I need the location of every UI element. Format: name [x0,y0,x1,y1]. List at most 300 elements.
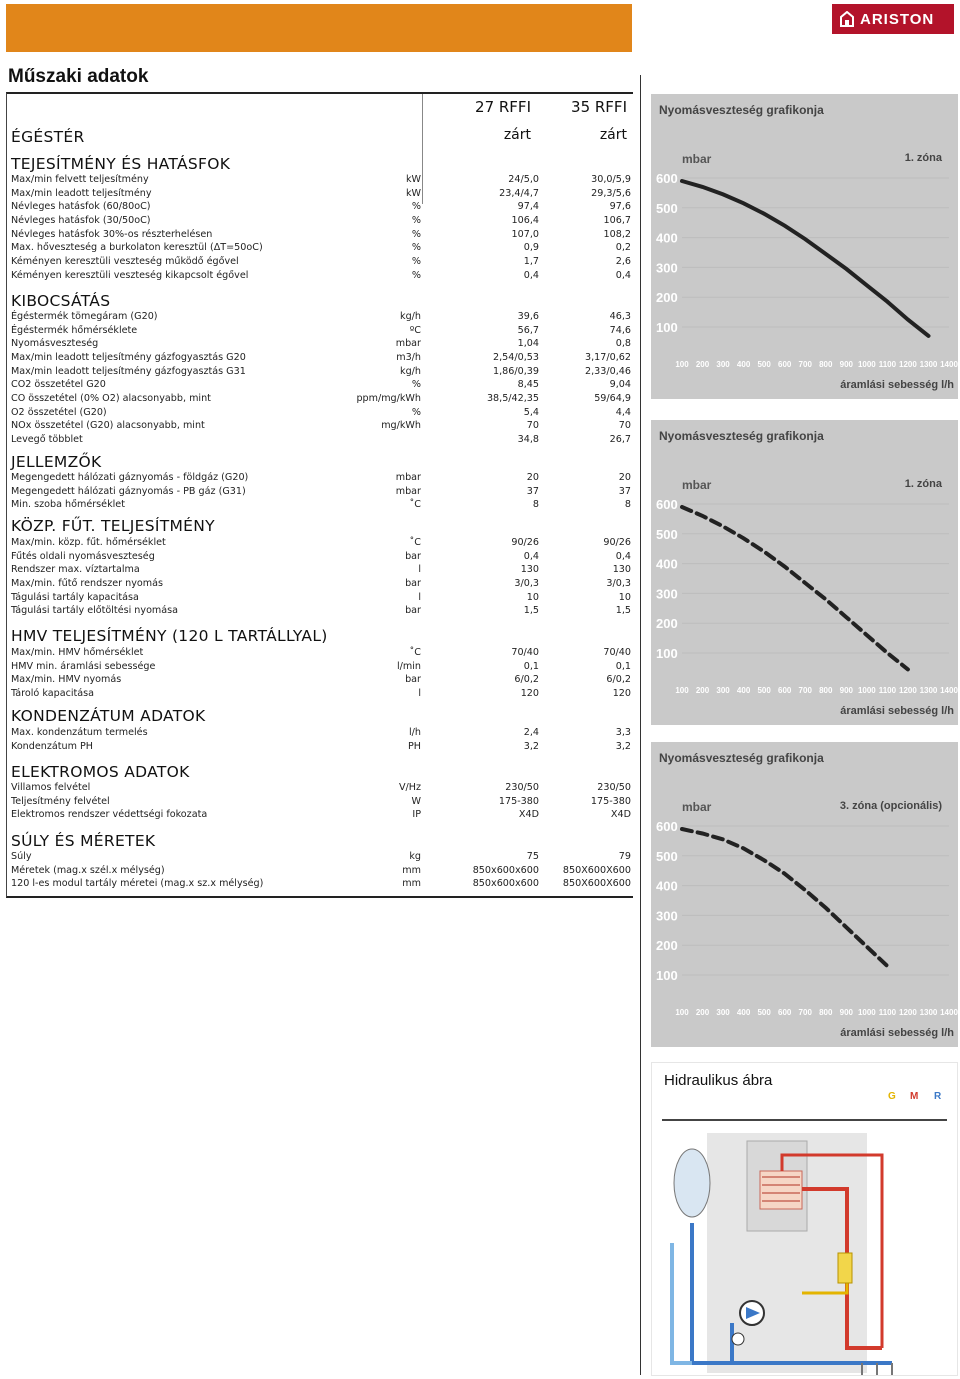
burner-type-label: ÉGÉSTÉR [11,128,85,146]
spec-value-27: 5,4 [523,406,539,418]
spec-label: Villamos felvétel [11,782,91,793]
x-tick-label: 400 [736,360,751,369]
spec-label: Max/min leadott teljesítmény gázfogyasztás G20 [11,351,246,363]
spec-label: Teljesítmény felvétel [11,795,110,807]
spec-unit: bar [405,605,421,617]
x-tick-label: 1100 [878,686,897,695]
x-tick-label: 1300 [919,360,938,369]
y-tick-label: 500 [656,848,678,864]
spec-value-27: 24/5,0 [508,174,539,185]
spec-row [11,407,631,421]
y-tick-label: 600 [656,819,678,834]
x-tick-label: 1200 [899,686,917,695]
spec-unit: kg [409,851,421,862]
graph-xlabel: áramlási sebesség l/h [840,705,954,717]
spec-unit: mbar [395,485,421,497]
spec-value-35: 175-380 [590,795,631,807]
spec-value-27: 106,4 [511,214,539,226]
y-tick-label: 100 [656,320,678,335]
spec-label: Névleges hatásfok (60/80oC) [11,201,151,213]
x-tick-label: 900 [839,1008,853,1017]
y-tick-label: 600 [656,497,678,512]
spec-value-27: 230/50 [505,782,539,793]
graph-plot [651,420,958,725]
spec-value-35: 0,1 [615,660,631,672]
spec-label: NOx összetétel (G20) alacsonyabb, mint [11,420,205,432]
spec-value-27: 20 [526,472,539,483]
graph-unit: mbar [682,478,712,492]
x-tick-label: 800 [819,360,833,369]
spec-table [6,92,633,898]
spec-value-35: 0,4 [615,269,631,281]
burner-type-2: zárt [599,127,627,143]
spec-row [11,486,631,500]
spec-row [11,379,631,393]
y-tick-label: 300 [656,908,678,924]
spec-label: Névleges hatásfok 30%-os részterhelésen [11,228,213,240]
spec-row [11,741,631,755]
spec-unit: % [411,406,421,418]
spec-value-35: 90/26 [603,537,631,548]
cold-water-pipe [672,1243,692,1363]
spec-label: Min. szoba hőmérséklet [11,499,125,511]
graph-unit: mbar [682,152,712,166]
spec-value-27: 90/26 [511,537,539,548]
graph-zone: 1. zóna [904,478,942,490]
spec-row [11,366,631,380]
spec-label: CO2 összetétel G20 [11,379,106,391]
spec-value-27: 1,5 [523,605,539,617]
x-tick-label: 700 [798,1008,812,1017]
y-tick-label: 400 [656,230,678,246]
pressure-gauge-icon [732,1333,744,1345]
graph-plot [651,742,958,1047]
spec-row [11,434,631,448]
column-divider [640,75,641,1375]
spec-row [11,201,631,215]
spec-label: Tároló kapacitása [11,687,95,699]
spec-unit: % [411,201,421,213]
spec-value-35: 230/50 [597,782,631,793]
spec-row [11,564,631,578]
gas-valve [838,1253,852,1283]
spec-value-27: 107,0 [511,228,539,240]
burner-types [401,127,627,147]
spec-row [11,865,631,879]
spec-unit: mm [402,878,421,890]
spec-value-35: 0,4 [615,550,631,562]
x-tick-label: 1300 [919,686,938,695]
spec-label: Max. hőveszteség a burkolaton keresztül (ΔT=50oC) [11,242,263,254]
pressure-loss-curve [682,507,908,669]
spec-value-27: 120 [520,687,539,699]
y-tick-label: 500 [656,526,678,542]
spec-row [11,352,631,366]
y-tick-label: 100 [656,968,678,983]
y-tick-label: 100 [656,646,678,661]
pressure-loss-graph-2 [651,420,958,725]
spec-label: Égéstermék hőmérséklete [11,324,138,336]
spec-unit: bar [405,550,421,562]
spec-value-27: 70 [526,420,539,432]
spec-label: Égéstermék tömegáram (G20) [11,311,158,322]
spec-value-27: 38,5/42,35 [486,392,539,404]
spec-row [11,215,631,229]
x-tick-label: 100 [675,686,689,695]
y-tick-label: 500 [656,200,678,216]
model-headers [401,98,627,120]
spec-row [11,851,631,865]
spec-value-27: 3,2 [523,740,539,752]
spec-unit: mbar [395,472,421,483]
spec-row [11,878,631,892]
spec-row [11,472,631,486]
spec-value-27: 56,7 [517,324,539,336]
y-tick-label: 300 [656,586,678,602]
x-tick-label: 800 [819,686,833,695]
spec-label: Max/min felvett teljesítmény [11,174,149,185]
spec-value-27: 1,7 [523,255,539,267]
spec-value-35: 79 [618,851,631,862]
legend-g: G [888,1091,896,1102]
y-tick-label: 600 [656,171,678,186]
spec-row [11,796,631,810]
spec-label: Max/min. HMV hőmérséklet [11,647,144,658]
spec-label: Megengedett hálózati gáznyomás - PB gáz (G31) [11,485,246,497]
spec-value-35: 3,3 [615,727,631,738]
graph-plot [651,94,958,399]
spec-row [11,229,631,243]
spec-value-35: 4,4 [615,406,631,418]
spec-label: 120 l-es modul tartály méretei (mag.x sz.x mélység) [11,878,264,890]
spec-label: Max/min leadott teljesítmény gázfogyasztás G31 [11,365,246,377]
spec-label: Max/min. fűtő rendszer nyomás [11,577,163,589]
spec-value-35: 108,2 [603,228,631,240]
y-tick-label: 400 [656,556,678,572]
spec-unit: kg/h [400,311,421,322]
spec-row [11,592,631,606]
spec-row [11,256,631,270]
spec-label: Méretek (mag.x szél.x mélység) [11,864,165,876]
spec-label: Rendszer max. víztartalma [11,564,140,576]
spec-label: Max. kondenzátum termelés [11,727,148,738]
spec-value-27: 850x600x600 [472,864,539,876]
spec-unit: l [418,564,421,576]
spec-value-27: 8 [532,499,539,511]
spec-unit: l/h [409,727,421,738]
graph-title: Nyomásveszteség grafikonja [659,103,824,117]
spec-value-27: 2,4 [523,727,539,738]
x-tick-label: 1000 [857,686,876,695]
x-tick-label: 1100 [878,1008,897,1017]
pressure-loss-graph-3 [651,742,958,1047]
spec-unit: mbar [395,338,421,350]
x-tick-label: 500 [757,360,771,369]
spec-value-35: 26,7 [609,433,631,445]
spec-value-35: 106,7 [603,214,631,226]
spec-value-35: 70 [618,420,631,432]
spec-value-35: 850X600X600 [562,878,631,890]
spec-value-35: 3/0,3 [606,577,631,589]
spec-label: Tágulási tartály előtöltési nyomása [11,605,179,617]
spec-unit: mm [402,864,421,876]
spec-row [11,174,631,188]
spec-value-27: 0,4 [523,550,539,562]
spec-row [11,661,631,675]
house-icon [840,11,854,27]
spec-row [11,420,631,434]
section-title-electrical: ELEKTROMOS ADATOK [11,763,190,781]
spec-value-27: 0,9 [523,242,539,254]
x-tick-label: 300 [716,360,730,369]
brand-logo [832,4,954,34]
spec-label: Megengedett hálózati gáznyomás - földgáz (G20) [11,472,249,483]
spec-unit: % [411,255,421,267]
section-title-features: JELLEMZŐK [11,453,102,471]
spec-value-35: 37 [618,485,631,497]
spec-value-27: 130 [520,564,539,576]
y-tick-label: 200 [656,290,678,306]
spec-unit: mg/kWh [381,420,421,432]
y-tick-label: 300 [656,260,678,276]
spec-row [11,727,631,741]
spec-unit: IP [412,809,421,821]
burner-type-1: zárt [503,127,531,143]
model-header-1: 27 RFFI [475,98,531,116]
spec-label: Max/min leadott teljesítmény [11,187,152,199]
section-title-condensate: KONDENZÁTUM ADATOK [11,707,206,725]
spec-value-27: 75 [526,851,539,862]
spec-value-27: 175-380 [498,795,539,807]
spec-row [11,393,631,407]
spec-value-35: 6/0,2 [606,674,631,686]
spec-unit: kW [405,187,421,199]
spec-label: Névleges hatásfok (30/50oC) [11,214,151,226]
x-tick-label: 1300 [919,1008,938,1017]
spec-value-27: 23,4/4,7 [499,187,539,199]
expansion-vessel [674,1149,710,1217]
graph-xlabel: áramlási sebesség l/h [840,379,954,391]
spec-unit: ppm/mg/kWh [356,392,421,404]
legend-r: R [934,1091,942,1102]
x-tick-label: 600 [778,1008,792,1017]
spec-unit: W [411,795,421,807]
spec-value-35: 3,17/0,62 [585,351,631,363]
graph-xlabel: áramlási sebesség l/h [840,1027,954,1039]
x-tick-label: 400 [736,686,751,695]
spec-value-27: 8,45 [517,379,539,391]
x-tick-label: 200 [695,360,710,369]
spec-row [11,578,631,592]
spec-row [11,499,631,513]
header-accent-bar [6,4,632,52]
spec-value-35: X4D [610,809,631,821]
spec-label: Levegő többlet [11,433,83,445]
spec-value-27: 6/0,2 [514,674,539,686]
spec-value-35: 29,3/5,6 [591,187,631,199]
y-tick-label: 400 [656,878,678,894]
spec-unit: % [411,379,421,391]
spec-value-27: 3/0,3 [514,577,539,589]
spec-label: Nyomásveszteség [11,338,99,350]
spec-row [11,688,631,702]
spec-label: Súly [11,851,32,862]
spec-value-35: 0,2 [615,242,631,254]
spec-value-35: 3,2 [615,740,631,752]
spec-row [11,188,631,202]
spec-label: Kéményen keresztüli veszteség működő égővel [11,255,239,267]
spec-row [11,809,631,823]
page-title: Műszaki adatok [8,66,149,87]
spec-value-27: 39,6 [517,311,539,322]
spec-row [11,674,631,688]
x-tick-label: 100 [675,1008,689,1017]
spec-value-27: X4D [518,809,539,821]
spec-value-27: 850x600x600 [472,878,539,890]
spec-unit: ºC [409,324,421,336]
x-tick-label: 1400 [940,1008,958,1017]
spec-label: O2 összetétel (G20) [11,406,107,418]
spec-value-27: 34,8 [517,433,539,445]
spec-unit: kg/h [400,365,421,377]
spec-row [11,270,631,284]
spec-unit: kW [405,174,421,185]
brand-name: ARISTON [860,10,935,28]
graph-zone: 3. zóna (opcionális) [839,800,942,812]
spec-value-27: 1,86/0,39 [493,365,539,377]
spec-unit: m3/h [396,351,421,363]
spec-value-35: 2,6 [615,255,631,267]
pressure-loss-curve [682,181,929,336]
x-tick-label: 200 [695,1008,710,1017]
spec-unit: % [411,228,421,240]
spec-label: Kondenzátum PH [11,740,93,752]
spec-unit: ˚C [409,537,421,548]
x-tick-label: 500 [757,1008,771,1017]
graph-zone: 1. zóna [904,152,942,164]
spec-value-27: 37 [526,485,539,497]
spec-value-35: 46,3 [609,311,631,322]
x-tick-label: 500 [757,686,771,695]
spec-value-35: 70/40 [603,647,631,658]
spec-value-35: 850X600X600 [562,864,631,876]
x-tick-label: 1200 [899,360,917,369]
spec-row [11,605,631,619]
spec-value-35: 120 [612,687,631,699]
graph-title: Nyomásveszteség grafikonja [659,429,824,443]
spec-value-35: 59/64,9 [594,392,631,404]
x-tick-label: 1100 [878,360,897,369]
section-title-dimensions: SÚLY ÉS MÉRETEK [11,832,156,850]
spec-row [11,338,631,352]
y-tick-label: 200 [656,938,678,954]
x-tick-label: 600 [778,686,792,695]
spec-unit: l/min [397,660,421,672]
spec-unit: % [411,242,421,254]
x-tick-label: 1000 [857,360,876,369]
spec-unit: l [418,591,421,603]
spec-value-27: 0,4 [523,269,539,281]
x-tick-label: 1000 [857,1008,876,1017]
spec-value-35: 97,6 [609,201,631,213]
spec-value-27: 1,04 [517,338,539,350]
spec-row [11,551,631,565]
spec-label: Max/min. közp. fűt. hőmérséklet [11,537,166,548]
spec-unit: bar [405,674,421,686]
spec-unit: V/Hz [398,782,421,793]
x-tick-label: 600 [778,360,792,369]
spec-value-35: 2,33/0,46 [585,365,631,377]
section-title-performance: TEJESÍTMÉNY ÉS HATÁSFOK [11,155,231,173]
spec-label: Max/min. HMV nyomás [11,674,122,686]
spec-label: Tágulási tartály kapacitása [11,591,139,603]
spec-label: Fűtés oldali nyomásveszteség [11,550,155,562]
x-tick-label: 300 [716,1008,730,1017]
y-tick-label: 200 [656,616,678,632]
spec-value-35: 130 [612,564,631,576]
hydraulic-schematic [652,1063,959,1377]
spec-value-35: 30,0/5,9 [591,174,631,185]
spec-row [11,782,631,796]
spec-unit: l [418,687,421,699]
x-tick-label: 100 [675,360,689,369]
legend-m: M [910,1091,919,1102]
spec-value-27: 0,1 [523,660,539,672]
x-tick-label: 400 [736,1008,751,1017]
spec-unit: bar [405,577,421,589]
pressure-loss-graph-1 [651,94,958,399]
spec-unit: ˚C [409,499,421,511]
spec-value-27: 10 [526,591,539,603]
graph-title: Nyomásveszteség grafikonja [659,751,824,765]
x-tick-label: 200 [695,686,710,695]
x-tick-label: 1400 [940,686,958,695]
spec-row [11,311,631,325]
spec-row [11,647,631,661]
x-tick-label: 900 [839,686,853,695]
spec-row [11,537,631,551]
x-tick-label: 800 [819,1008,833,1017]
spec-value-35: 8 [624,499,631,511]
section-title-dhw: HMV TELJESÍTMÉNY (120 L TARTÁLLYAL) [11,627,328,645]
spec-label: Elektromos rendszer védettségi fokozata [11,809,208,821]
graph-unit: mbar [682,800,712,814]
spec-value-35: 9,04 [609,379,631,391]
spec-label: Kéményen keresztüli veszteség kikapcsolt égővel [11,269,249,281]
spec-label: HMV min. áramlási sebessége [11,660,156,672]
spec-value-35: 74,6 [609,324,631,336]
spec-row [11,325,631,339]
spec-value-35: 10 [618,591,631,603]
spec-value-35: 1,5 [615,605,631,617]
section-title-heating: KÖZP. FŰT. TELJESÍTMÉNY [11,517,215,535]
x-tick-label: 1400 [940,360,958,369]
spec-unit: % [411,269,421,281]
spec-unit: ˚C [409,647,421,658]
x-tick-label: 700 [798,360,812,369]
spec-value-27: 2,54/0,53 [493,351,539,363]
spec-unit: % [411,214,421,226]
spec-label: CO összetétel (0% O2) alacsonyabb, mint [11,392,211,404]
section-title-emission: KIBOCSÁTÁS [11,292,111,310]
spec-value-27: 97,4 [517,201,539,213]
spec-unit: PH [408,740,421,752]
spec-value-35: 20 [618,472,631,483]
model-header-2: 35 RFFI [571,98,627,116]
spec-row [11,242,631,256]
hydraulic-diagram [651,1062,958,1376]
hydraulic-title: Hidraulikus ábra [664,1072,773,1089]
